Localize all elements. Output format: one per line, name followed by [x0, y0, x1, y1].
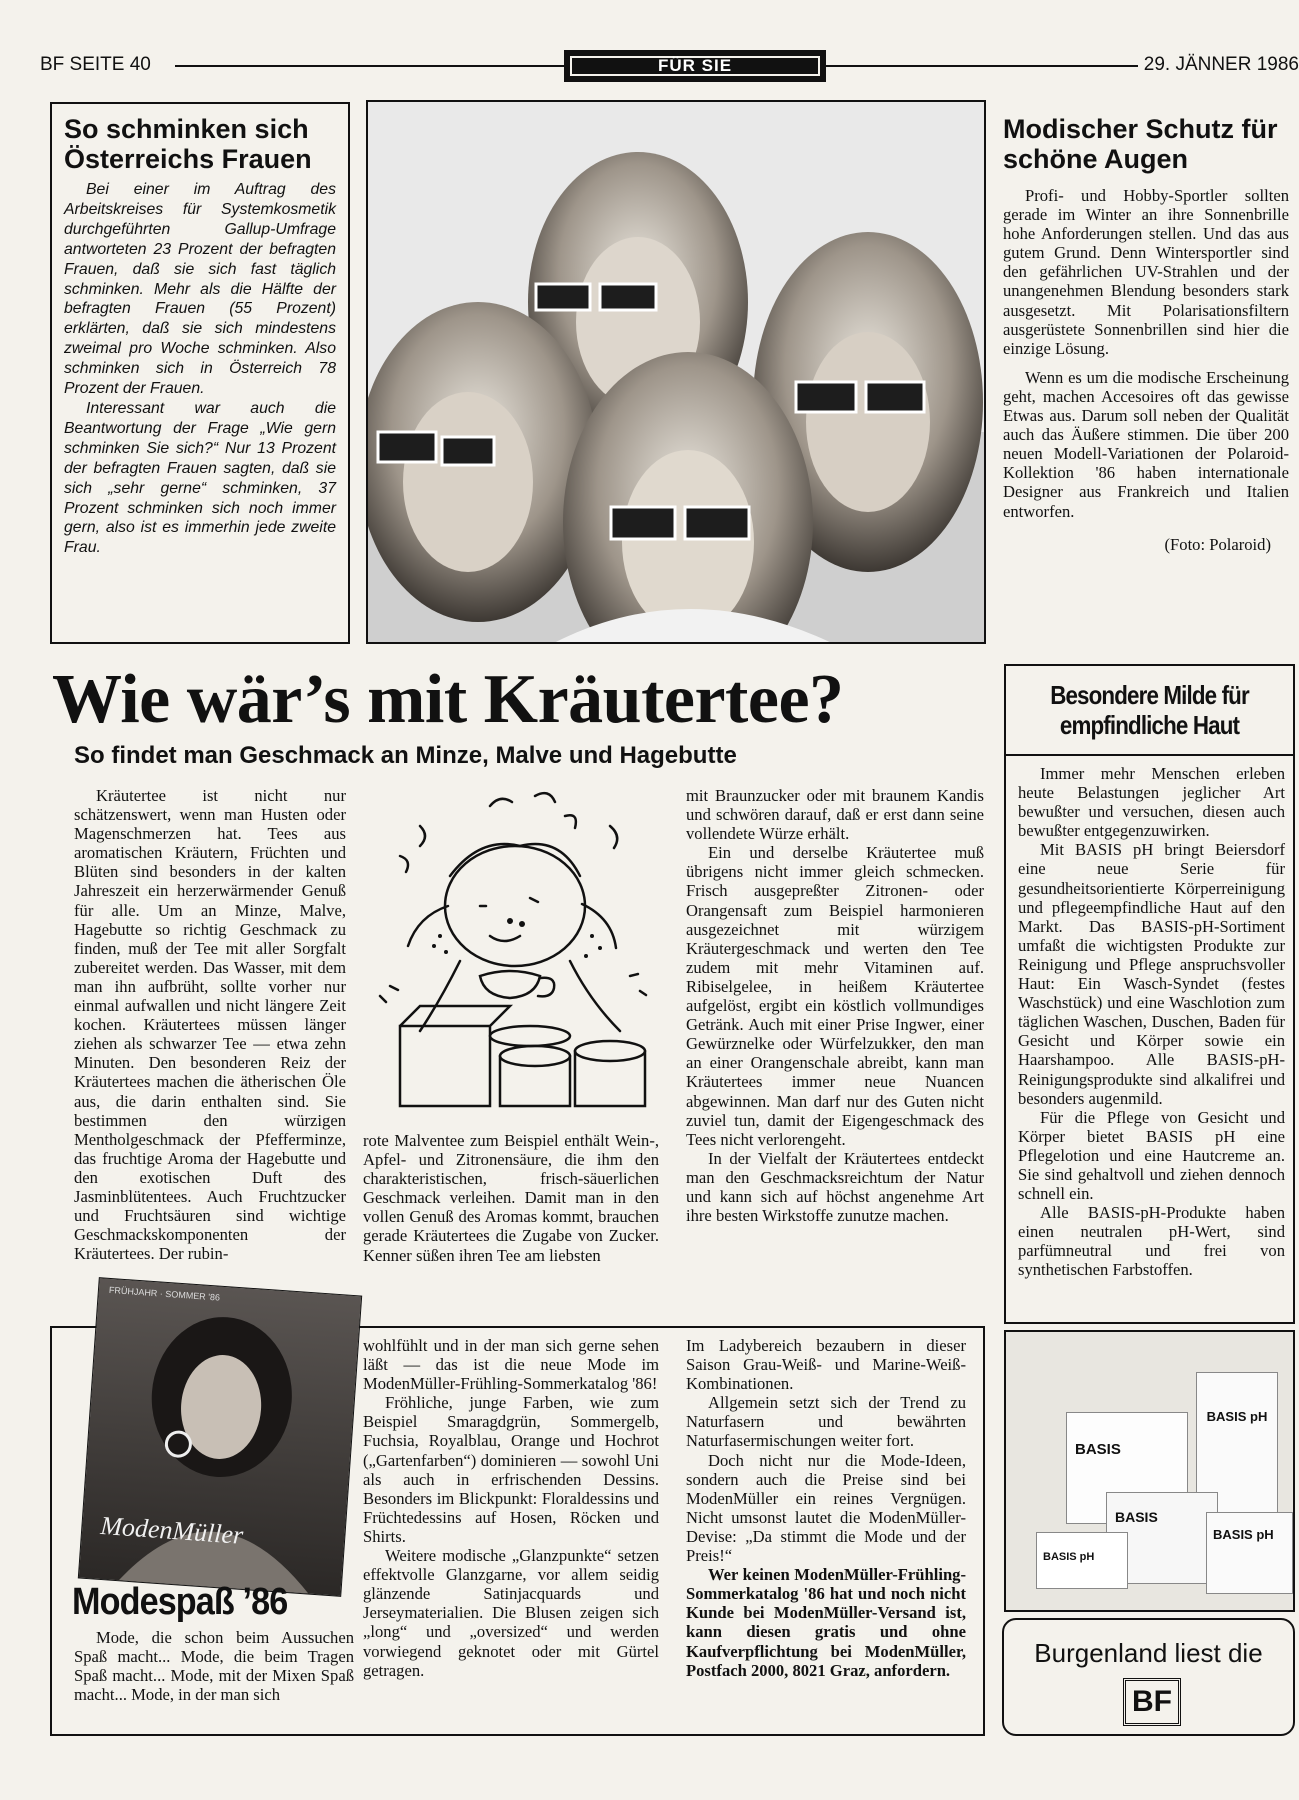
mode-paragraph: Wer keinen ModenMüller-Frühling-Sommerkatalog '86 hat und noch nicht Kunde bei ModenMüller-Versand ist, kann diesen gratis und ohne Kaufverpflichtung bei ModenMüller, Postfach 2000, 8021 Graz, anfordern. [686, 1565, 966, 1680]
sunglasses-photo [366, 100, 986, 644]
eyes-paragraph: Wenn es um die modische Erscheinung geht, machen Accesoires oft das gewisse Etwas aus. Darum soll neben der Qualität auch das Äußere stimmen. Die über 200 neuen Modell-Variationen der Polaroid-Kollektion '86 haben internationale Designer aus Frankreich und Italien entworfen. [1003, 367, 1289, 521]
header-section-label: FÜR SIE [657, 56, 733, 75]
mode-paragraph: Fröhliche, junge Farben, wie zum Beispiel Smaragdgrün, Sommergelb, Fuchsia, Royalblau, Orange und Hochrot („Gartenfarben“) dominieren — sowohl Uni als auch in erfrischenden Dessins. Besonders im Blickpunkt: Floraldessins und Früchtedessins auf Hosen, Röcken und Shirts. [363, 1393, 659, 1546]
tea-subhead: So findet man Geschmack an Minze, Malve und Hagebutte [74, 742, 737, 769]
mode-title: Modespaß ’86 [72, 1581, 288, 1623]
promo-box [1002, 1618, 1295, 1736]
skin-paragraph: Immer mehr Menschen erleben heute Belastungen jeglicher Art bewußter und versuchen, diesen auch bewußter entgegenzuwirken. [1018, 764, 1285, 841]
product-label: BASIS pH [1213, 1527, 1274, 1542]
survey-body [64, 180, 336, 558]
tea-column-1 [74, 786, 346, 1263]
skin-title: Besondere Milde für empfindliche Haut [1050, 680, 1249, 740]
mode-paragraph: Mode, die schon beim Aussuchen Spaß macht... Mode, die beim Tragen Spaß macht... Mode, mit der Mixen Spaß macht... Mode, in der man sich [74, 1628, 354, 1705]
skin-paragraph: Für die Pflege von Gesicht und Körper bietet BASIS pH eine Pflegelotion und eine Hautcreme an. Sie sind gehaltvoll und ziehen dennoch schnell ein. [1018, 1107, 1285, 1204]
basis-product-photo [1004, 1330, 1295, 1612]
tea-column-2 [363, 1131, 659, 1265]
tea-paragraph: mit Braunzucker oder mit braunem Kandis und schwören darauf, daß er erst dann seine vollendete Würze erhält. [686, 786, 984, 844]
tea-paragraph: In der Vielfalt der Kräutertees entdeckt man den Geschmacksreichtum der Natur und kann sich auf höchst angenehme Art ihre besten Wirkstoffe zunutze machen. [686, 1148, 984, 1226]
mode-paragraph: Doch nicht nur die Mode-Ideen, sondern auch die Preise sind bei ModenMüller ein reines Vergnügen. Nicht umsonst lautet die ModenMüller-Devise: „Da stimmt die Mode und der Preis!“ [686, 1450, 966, 1566]
girl-with-teacup-icon [360, 786, 660, 1126]
tea-column-3 [686, 786, 984, 1225]
product-label: BASIS pH [1206, 1409, 1268, 1424]
promo-text: Burgenland liest die [1034, 1638, 1263, 1668]
product-label: BASIS [1075, 1441, 1121, 1458]
tea-headline: Wie wär’s mit Kräutertee? [52, 661, 844, 738]
catalog-top-text: FRÜHJAHR · SOMMER '86 [108, 1284, 221, 1303]
tea-paragraph: rote Malventee zum Beispiel enthält Wein-, Apfel- und Zitronensäure, die ihm den charakteristischen, frisch-säuerlichen Geschmack verleihen. Damit man in den vollen Genuß des Aromas kommt, brauchen gerade Kräutertees die Zugabe von Zucker. Kenner süßen ihren Tee am liebsten [363, 1131, 659, 1265]
header-date: 29. JÄNNER 1986 [1138, 54, 1299, 76]
skin-article [1004, 754, 1295, 1324]
header-section-inner [570, 56, 820, 76]
promo-logo: BF [1123, 1678, 1181, 1726]
survey-title: So schminken sich Österreichs Frauen [64, 114, 312, 174]
survey-paragraph: Bei einer im Auftrag des Arbeitskreises für Systemkosmetik durchgeführten Gallup-Umfrage antworteten 23 Prozent der befragten Frauen, daß sie sich fast täglich schminken. Mehr als die Hälfte der befragten Frauen (55 Prozent) erklärten, daß sie sich mindestens zweimal pro Woche schminken. Also schminken sich in Österreich 78 Prozent der Frauen. [64, 181, 336, 398]
tea-illustration [360, 786, 660, 1126]
survey-box [50, 102, 350, 644]
product-label: BASIS pH [1043, 1551, 1095, 1563]
product-soap [1036, 1532, 1128, 1589]
header-page-label: BF SEITE 40 [40, 54, 157, 76]
photo-credit: (Foto: Polaroid) [1164, 534, 1271, 554]
eyes-article [1003, 114, 1293, 644]
eyes-title: Modischer Schutz für schöne Augen [1003, 114, 1278, 174]
eyes-paragraph: Profi- und Hobby-Sportler sollten gerade im Winter an ihre Sonnenbrille hohe Anforderungen stellen. Und das aus gutem Grund. Denn Wintersportler sind den gefährlichen UV-Strahlen und der unangenehmen Blendung besonders stark ausgesetzt. Mit Polarisationsfiltern ausgerüstete Sonnenbrillen sind hier die einzige Lösung. [1003, 186, 1289, 358]
header-bar [40, 50, 1299, 84]
tea-paragraph: Kräutertee ist nicht nur schätzenswert, wenn man Husten oder Magenschmerzen hat. Tees aus aromatischen Kräutern, Früchten und Blüten sind besonders in der kalten Jahreszeit ein herzerwärmender Genuß für alle. Um an Minze, Malve, Hagebutte so richtig Geschmack zu finden, muß der Tee mit aller Sorgfalt zubereitet werden. Das Wasser, mit dem man ihn aufbrüht, sollte vorher nur einmal aufwallen und nicht längere Zeit kochen. Kräutertees müssen länger ziehen als schwarzer Tee — etwa zehn Minuten. Den besonderen Reiz der Kräutertees machen die ätherischen Öle aus, die darin enthalten sind. Sie bestimmen den würzigen Mentholgeschmack der Pfefferminze, das fruchtige Aroma der Hagebutte und den exotischen Duft des Jasminblütentees. Auch Fruchtzucker und Fruchtsäuren sind wichtige Geschmackskomponenten der Kräutertees. Der rubin- [74, 786, 346, 1264]
tea-paragraph: Ein und derselbe Kräutertee muß übrigens nicht immer gleich schmecken. Frisch ausgepreßter Zitronen- oder Orangensaft zum Beispiel harmonieren ausgezeichnet mit würzigem Kräutergeschmack und werten den Tee zudem mit mehr Vitaminen auf. Ribiselgelee, in heißem Kräutertee aufgelöst, ergibt ein köstlich vollmundiges Getränk. Auch mit einer Prise Ingwer, einer Gewürznelke oder Würfelzukker, den man an einer Orangenschale abreibt, kann man Kräutertees immer neue Nuancen abgewinnen. Man darf nur des Guten nicht zuviel tun, damit der Eigengeschmack des Tees nicht verlorengeht. [686, 843, 984, 1149]
mode-paragraph: Weitere modische „Glanzpunkte“ setzen effektvolle Glanzgarne, vor allem seidig glänzende Satinjacquards und Jerseymaterialien. Die Blusen zeigen sich „long“ und „oversized“ und werden vorwiegend geknotet oder mit Gürtel getragen. [363, 1546, 659, 1680]
catalog-cover [78, 1277, 362, 1597]
skin-paragraph: Mit BASIS pH bringt Beiersdorf eine neue Serie für gesundheitsorientierte Körperreinigung und pflegeempfindliche Haut auf den Markt. Das BASIS-pH-Sortiment umfaßt die wichtigsten Produkte zur Reinigung und Pflege anspruchsvoller Haut: Ein Wasch-Syndet (festes Waschstück) und eine Waschlotion zum täglichen Waschen, Duschen, Baden für Gesicht und Körper sowie ein Haarshampoo. Alle BASIS-pH-Reinigungsprodukte sind alkalifrei und besonders augenmild. [1018, 840, 1285, 1108]
product-box [1206, 1512, 1293, 1594]
mode-paragraph: Im Ladybereich bezaubern in dieser Saison Grau-Weiß- und Marine-Weiß-Kombinationen. [686, 1336, 966, 1394]
mode-column-3 [686, 1336, 966, 1680]
eyes-body [1003, 186, 1289, 554]
mode-paragraph: wohlfühlt und in der man sich gerne sehen läßt — das ist die neue Mode im ModenMüller-Frühling-Sommerkatalog '86! [363, 1336, 659, 1394]
header-section-box [564, 50, 826, 82]
women-sunglasses-illustration [368, 102, 986, 644]
skin-box [1004, 664, 1295, 756]
survey-paragraph: Interessant war auch die Beantwortung der Frage „Wie gern schminken Sie sich?“ Nur 13 Prozent der befragten Frauen sagten, daß sie sich „sehr gerne“ schminken, 37 Prozent schminken sich noch immer gern, also ist es immerhin jede zweite Frau. [64, 399, 336, 557]
product-label: BASIS [1115, 1509, 1158, 1525]
mode-column-1 [74, 1628, 354, 1704]
skin-body [1018, 764, 1285, 1280]
catalog-brand: ModenMüller [99, 1510, 245, 1550]
mode-paragraph: Allgemein setzt sich der Trend zu Naturfasern und bewährten Naturfasermischungen weiter fort. [686, 1393, 966, 1451]
mode-column-2 [363, 1336, 659, 1680]
skin-paragraph: Alle BASIS-pH-Produkte haben einen neutralen pH-Wert, sind parfümneutral und frei von synthetischen Farbstoffen. [1018, 1203, 1285, 1280]
